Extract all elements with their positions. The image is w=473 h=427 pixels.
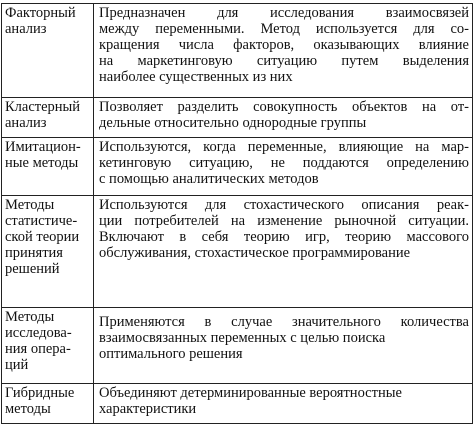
description-line: Используются для стохастического описания реак- (99, 197, 469, 213)
description-line: кращения числа факторов, оказывающих влияние (99, 37, 469, 53)
method-description-cell (94, 308, 473, 384)
description-line: оптимального решения (99, 346, 243, 362)
method-name-line: анализ (5, 21, 47, 37)
description-line: дельные относительно однородные группы (99, 115, 367, 131)
method-name-cell (2, 4, 94, 98)
description-line: Позволяет разделить совокупность объектов на от- (99, 99, 469, 115)
method-description-cell (94, 138, 473, 196)
method-name-line: ные методы (5, 155, 79, 171)
description-line: ции потребителей на изменение рыночной ситуации. (99, 213, 469, 229)
description-line: кетинговую ситуацию, не поддаются определению (99, 155, 469, 171)
method-name-line: ния опера- (5, 341, 71, 357)
method-name-cell (2, 196, 94, 308)
method-name-cell (2, 98, 94, 138)
description-line: наиболее существенных из них (99, 69, 293, 85)
method-name-line: исследова- (5, 325, 72, 341)
description-line: обслуживания, стохастическое программирование (99, 245, 411, 261)
method-name-line: Методы (5, 309, 55, 325)
method-name-line: методы (5, 401, 51, 417)
table-row (2, 384, 473, 424)
description-line: Применяются в случае значительного количества (99, 314, 469, 330)
table-row (2, 308, 473, 384)
table-row (2, 4, 473, 98)
method-description-cell (94, 196, 473, 308)
method-name-line: Кластерный (5, 99, 81, 115)
method-name-line: ской теории (5, 229, 80, 245)
method-name-cell (2, 138, 94, 196)
description-line: Объединяют детерминированные вероятностные (99, 385, 402, 401)
method-name-line: Имитацион- (5, 139, 81, 155)
method-name-line: статистиче- (5, 213, 78, 229)
method-name-line: Факторный (5, 5, 76, 21)
method-name-line: решений (5, 261, 60, 277)
table-row (2, 138, 473, 196)
method-name-line: ций (5, 357, 29, 373)
method-name-line: принятия (5, 245, 63, 261)
description-line: взаимосвязанных переменных с целью поиска (99, 330, 386, 346)
method-name-line: Гибридные (5, 385, 75, 401)
description-line: Используются, когда переменные, влияющие на мар- (99, 139, 469, 155)
description-line: на маркетинговую ситуацию путем выделения (99, 53, 469, 69)
methods-table (1, 3, 473, 424)
method-name-line: анализ (5, 115, 47, 131)
method-description-cell (94, 384, 473, 424)
method-name-line: Методы (5, 197, 55, 213)
method-description-cell (94, 98, 473, 138)
table-row (2, 98, 473, 138)
methods-table-body (2, 4, 473, 424)
table-row (2, 196, 473, 308)
method-description-cell (94, 4, 473, 98)
method-name-cell (2, 308, 94, 384)
method-name-cell (2, 384, 94, 424)
description-line: Предназначен для исследования взаимосвязей (99, 5, 469, 21)
description-line: характеристики (99, 401, 197, 417)
description-line: с помощью аналитических методов (99, 171, 319, 187)
description-line: между переменными. Метод используется для со- (99, 21, 469, 37)
description-line: Включают в себя теорию игр, теорию массового (99, 229, 469, 245)
